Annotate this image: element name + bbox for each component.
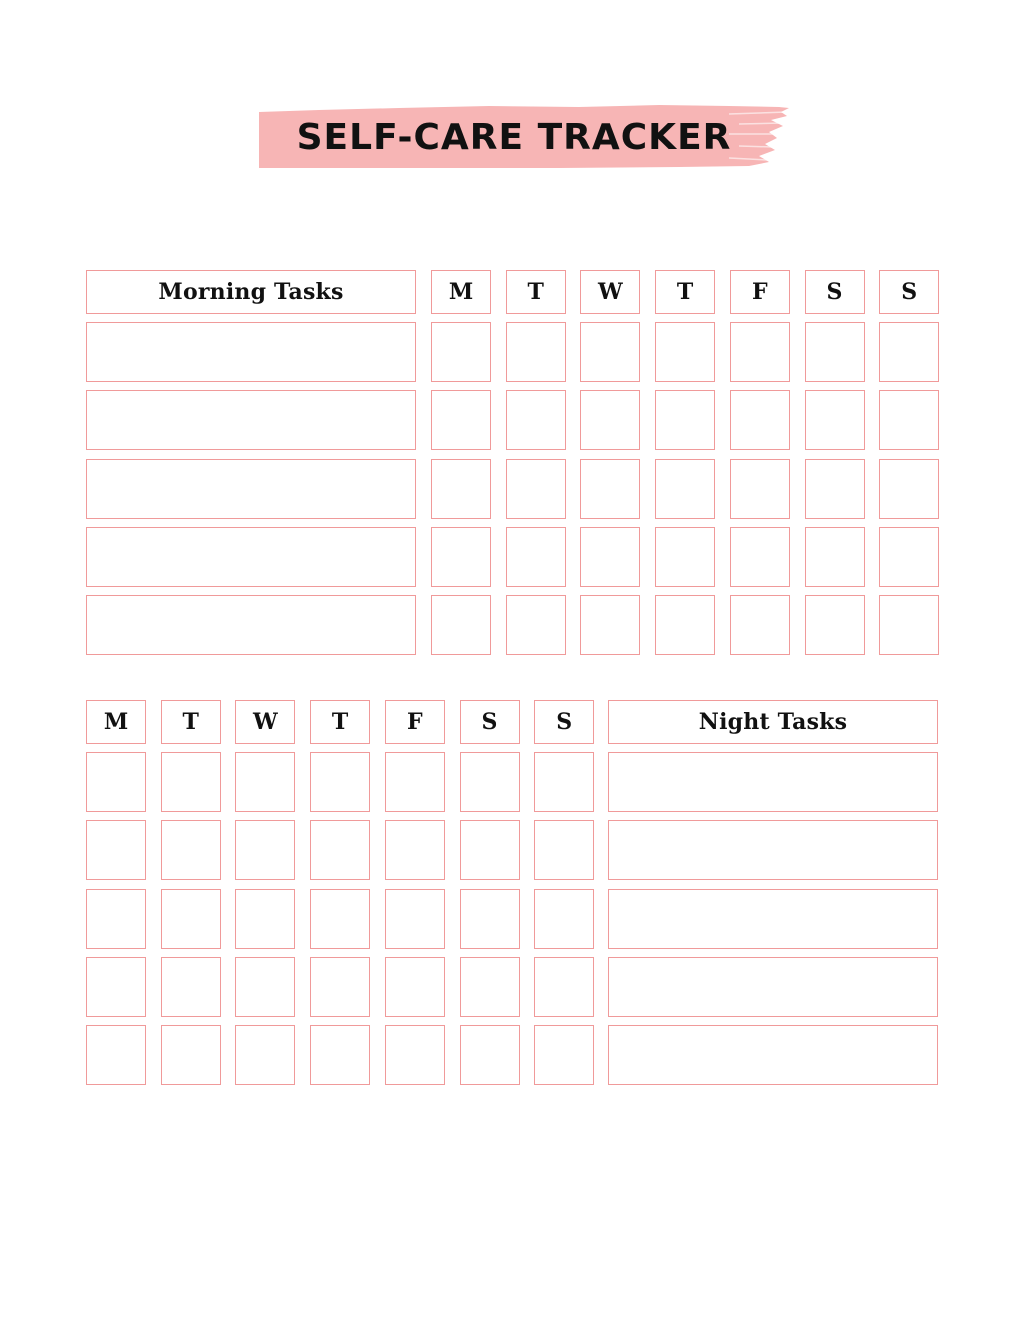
morning-day-checkbox[interactable] — [655, 459, 715, 519]
morning-day-checkbox[interactable] — [506, 527, 566, 587]
morning-day-checkbox[interactable] — [506, 595, 566, 655]
night-day-checkbox[interactable] — [534, 957, 594, 1017]
morning-day-checkbox[interactable] — [431, 459, 491, 519]
night-day-checkbox[interactable] — [161, 1025, 221, 1085]
night-day-checkbox[interactable] — [534, 889, 594, 949]
morning-day-header: S — [805, 270, 865, 314]
night-day-checkbox[interactable] — [385, 752, 445, 812]
night-day-checkbox[interactable] — [534, 1025, 594, 1085]
night-day-header: T — [161, 700, 221, 744]
night-day-checkbox[interactable] — [385, 957, 445, 1017]
page-title: SELF-CARE TRACKER — [296, 117, 732, 158]
night-task-field[interactable] — [608, 820, 938, 880]
night-day-checkbox[interactable] — [310, 752, 370, 812]
night-day-checkbox[interactable] — [86, 820, 146, 880]
night-day-checkbox[interactable] — [460, 957, 520, 1017]
morning-day-checkbox[interactable] — [580, 459, 640, 519]
morning-day-checkbox[interactable] — [730, 459, 790, 519]
night-day-checkbox[interactable] — [235, 752, 295, 812]
night-day-checkbox[interactable] — [460, 1025, 520, 1085]
morning-day-checkbox[interactable] — [879, 595, 939, 655]
night-day-header: F — [385, 700, 445, 744]
morning-day-checkbox[interactable] — [580, 527, 640, 587]
morning-day-checkbox[interactable] — [730, 595, 790, 655]
morning-day-checkbox[interactable] — [431, 527, 491, 587]
morning-day-checkbox[interactable] — [580, 390, 640, 450]
night-header-label: Night Tasks — [608, 700, 938, 744]
night-day-checkbox[interactable] — [86, 1025, 146, 1085]
night-day-checkbox[interactable] — [310, 1025, 370, 1085]
morning-task-field[interactable] — [86, 390, 416, 450]
night-day-checkbox[interactable] — [86, 752, 146, 812]
morning-day-checkbox[interactable] — [431, 595, 491, 655]
night-day-header: T — [310, 700, 370, 744]
night-day-checkbox[interactable] — [385, 820, 445, 880]
night-day-header: M — [86, 700, 146, 744]
morning-day-checkbox[interactable] — [431, 322, 491, 382]
night-day-checkbox[interactable] — [534, 820, 594, 880]
morning-day-checkbox[interactable] — [506, 322, 566, 382]
morning-day-header: T — [506, 270, 566, 314]
morning-day-checkbox[interactable] — [655, 527, 715, 587]
morning-task-field[interactable] — [86, 527, 416, 587]
morning-day-checkbox[interactable] — [431, 390, 491, 450]
morning-day-checkbox[interactable] — [805, 459, 865, 519]
morning-day-checkbox[interactable] — [580, 595, 640, 655]
night-day-checkbox[interactable] — [460, 820, 520, 880]
night-day-header: S — [534, 700, 594, 744]
night-day-checkbox[interactable] — [235, 1025, 295, 1085]
morning-day-checkbox[interactable] — [730, 527, 790, 587]
morning-day-checkbox[interactable] — [655, 322, 715, 382]
night-day-header: W — [235, 700, 295, 744]
morning-day-checkbox[interactable] — [506, 459, 566, 519]
morning-day-checkbox[interactable] — [506, 390, 566, 450]
night-day-checkbox[interactable] — [161, 820, 221, 880]
title-banner — [259, 104, 789, 170]
morning-day-header: T — [655, 270, 715, 314]
morning-header-label: Morning Tasks — [86, 270, 416, 314]
morning-day-checkbox[interactable] — [879, 527, 939, 587]
morning-day-header: M — [431, 270, 491, 314]
morning-day-checkbox[interactable] — [730, 322, 790, 382]
night-day-checkbox[interactable] — [86, 957, 146, 1017]
night-day-checkbox[interactable] — [385, 1025, 445, 1085]
morning-task-field[interactable] — [86, 595, 416, 655]
morning-day-checkbox[interactable] — [655, 390, 715, 450]
morning-day-checkbox[interactable] — [805, 322, 865, 382]
morning-day-header: F — [730, 270, 790, 314]
morning-day-checkbox[interactable] — [805, 595, 865, 655]
morning-day-checkbox[interactable] — [879, 390, 939, 450]
night-day-checkbox[interactable] — [310, 957, 370, 1017]
morning-day-checkbox[interactable] — [879, 459, 939, 519]
night-day-checkbox[interactable] — [310, 820, 370, 880]
morning-day-header: S — [879, 270, 939, 314]
morning-day-checkbox[interactable] — [580, 322, 640, 382]
morning-day-checkbox[interactable] — [879, 322, 939, 382]
morning-day-checkbox[interactable] — [805, 527, 865, 587]
night-day-checkbox[interactable] — [460, 752, 520, 812]
night-task-field[interactable] — [608, 752, 938, 812]
night-day-checkbox[interactable] — [385, 889, 445, 949]
night-day-checkbox[interactable] — [161, 957, 221, 1017]
morning-task-field[interactable] — [86, 459, 416, 519]
night-day-checkbox[interactable] — [460, 889, 520, 949]
night-day-checkbox[interactable] — [534, 752, 594, 812]
night-day-checkbox[interactable] — [161, 752, 221, 812]
morning-task-field[interactable] — [86, 322, 416, 382]
morning-day-checkbox[interactable] — [730, 390, 790, 450]
night-day-checkbox[interactable] — [86, 889, 146, 949]
night-day-checkbox[interactable] — [235, 957, 295, 1017]
night-task-field[interactable] — [608, 1025, 938, 1085]
night-day-checkbox[interactable] — [235, 889, 295, 949]
morning-day-header: W — [580, 270, 640, 314]
night-day-checkbox[interactable] — [161, 889, 221, 949]
night-task-field[interactable] — [608, 889, 938, 949]
night-day-checkbox[interactable] — [235, 820, 295, 880]
night-day-header: S — [460, 700, 520, 744]
night-task-field[interactable] — [608, 957, 938, 1017]
night-day-checkbox[interactable] — [310, 889, 370, 949]
morning-day-checkbox[interactable] — [655, 595, 715, 655]
morning-day-checkbox[interactable] — [805, 390, 865, 450]
